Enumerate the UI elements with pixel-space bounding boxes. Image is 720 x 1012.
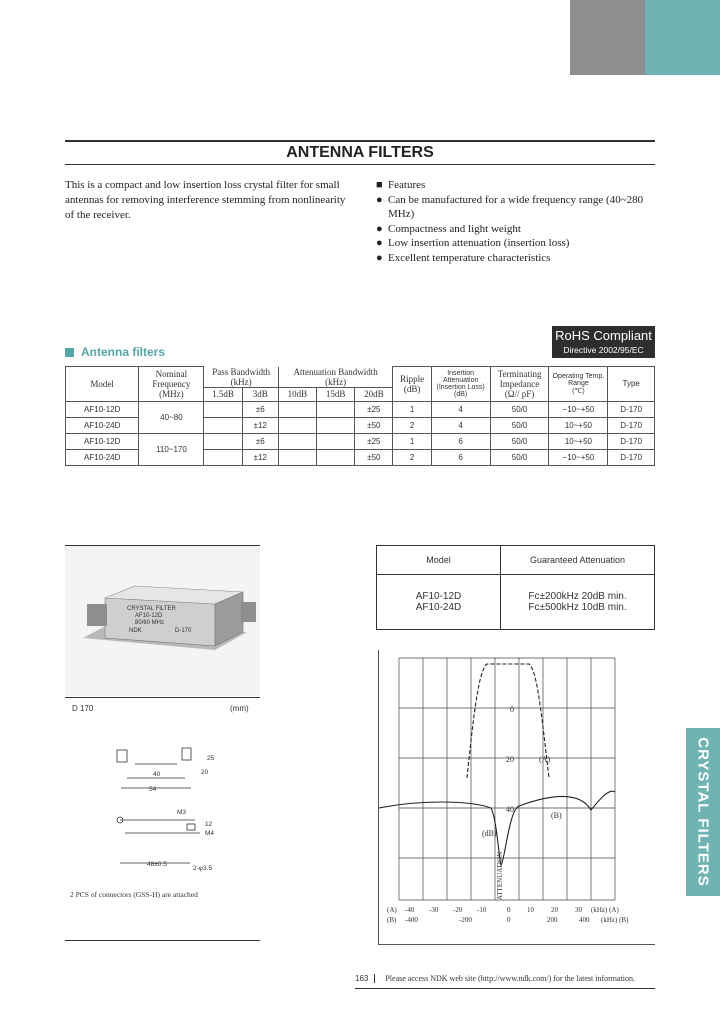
connector-left	[87, 604, 107, 626]
x-tick-b: 0	[507, 916, 511, 924]
table-row: AF10-12D 40~80 ±6 ±25 1 4 50/0 −10~+50 D-170	[66, 401, 655, 417]
dim-text: M3	[177, 809, 187, 816]
th-atten-20db: 20dB	[355, 387, 393, 401]
page-title: ANTENNA FILTERS	[286, 144, 434, 161]
feature-item: ● Can be manufactured for a wide frequency range (40~280 MHz)	[376, 193, 644, 220]
connector-right	[241, 602, 256, 622]
drawing-connector-left	[117, 750, 127, 762]
rohs-directive: Directive 2002/95/EC	[563, 345, 644, 355]
curve-label-a: (A)	[539, 755, 551, 764]
x-tick-b: 400	[579, 916, 590, 924]
dim-text: 54	[149, 786, 157, 793]
rohs-badge	[552, 326, 655, 358]
photo-label-line: CRYSTAL FILTER	[127, 606, 176, 612]
th-ripple: Ripple (dB)	[393, 367, 431, 402]
th-pass-3db: 3dB	[242, 387, 278, 401]
x-tick-b: 200	[547, 916, 558, 924]
attenuation-graph	[378, 650, 655, 945]
rohs-title: RoHS Compliant	[555, 328, 652, 343]
footer	[355, 974, 655, 983]
dim-text: 20	[201, 769, 209, 776]
th-nominal: Nominal Frequency (MHz)	[139, 367, 204, 402]
table-row: AF10-12D 110~170 ±6 ±25 1 6 50/0 10~+50 D-170	[66, 433, 655, 449]
drawing-note: 2 PCS of connectors (GSS-H) are attached	[70, 890, 198, 899]
th-insertion: Insertion Attenuation (Insertion Loss) (dB)	[431, 367, 490, 402]
y-tick: 0	[510, 705, 514, 714]
product-photo	[65, 545, 260, 696]
drawing-svg	[65, 698, 260, 940]
spec-table	[65, 366, 655, 466]
graph-svg	[379, 650, 655, 944]
dim-text: 2-φ3.5	[193, 865, 213, 872]
y-tick: 40	[506, 805, 514, 814]
dim-text: 40	[153, 771, 161, 778]
th-model: Model	[66, 367, 139, 402]
th-pass: Pass Bandwidth (kHz)	[204, 367, 278, 388]
side-tab	[686, 728, 720, 896]
page-number: 163	[355, 974, 375, 983]
x-tick-b: -200	[459, 916, 472, 924]
footer-rule	[355, 988, 655, 989]
intro-paragraph: This is a compact and low insertion loss crystal filter for small antennas for removing interference stemming from nonlinearity of the receiver.	[65, 179, 346, 221]
curve-label-b: (B)	[551, 811, 562, 820]
th-terminating: Terminating Impedance (Ω// pF)	[490, 367, 549, 402]
th-guaranteed: Guaranteed Attenuation	[501, 546, 655, 575]
y-unit: (dB)	[482, 829, 497, 838]
header-teal-block	[645, 0, 720, 75]
x-tick-a: 10	[527, 906, 534, 914]
th-type: Type	[608, 367, 655, 402]
section-square-icon	[65, 348, 74, 357]
x-unit-b: (kHz) (B)	[601, 916, 629, 924]
x-unit-a: (kHz) (A)	[591, 906, 619, 914]
th-model: Model	[377, 546, 501, 575]
table-row: AF10-24D ±12 ±50 2 6 50/0 −10~+50 D-170	[66, 449, 655, 465]
photo-label-line: 80/60 MHz	[135, 620, 165, 626]
drawing-mount	[187, 824, 195, 830]
guaranteed-table	[376, 545, 655, 630]
feature-item: ● Compactness and light weight	[376, 222, 521, 235]
y-axis-label: ATTENUATION	[496, 851, 504, 900]
table-row: AF10-24D ±12 ±50 2 4 50/0 10~+50 D-170	[66, 417, 655, 433]
dim-text: 12	[205, 821, 213, 828]
th-atten-10db: 10dB	[278, 387, 316, 401]
feature-item: ● Excellent temperature characteristics	[376, 251, 551, 264]
photo-label-line: D-170	[175, 628, 192, 634]
drawing-connector-right	[182, 748, 191, 760]
x-tick-a: -20	[453, 906, 463, 914]
side-tab-label: CRYSTAL FILTERS	[694, 737, 712, 887]
drawing-label: D 170	[72, 704, 94, 713]
table-row: AF10-12D AF10-24D Fc±200kHz 20dB min. Fc±500kHz 10dB min.	[377, 575, 655, 630]
footer-note: Please access NDK web site (http://www.ndk.com/) for the latest information.	[385, 974, 635, 983]
x-tick-a: 30	[575, 906, 582, 914]
x-tick-a: -40	[405, 906, 415, 914]
drawing-unit: (mm)	[230, 704, 249, 713]
x-tick-b: -400	[405, 916, 418, 924]
dimension-drawing	[65, 697, 260, 941]
x-axis-a-label: (A)	[387, 906, 397, 914]
x-tick-a: 0	[507, 906, 511, 914]
th-pass-1-5db: 1.5dB	[204, 387, 242, 401]
group-frequency: 110~170	[139, 433, 204, 465]
features-heading: ■ Features	[376, 179, 426, 191]
x-tick-a: -10	[477, 906, 487, 914]
x-tick-a: -30	[429, 906, 439, 914]
x-tick-a: 20	[551, 906, 558, 914]
th-atten: Attenuation Bandwidth (kHz)	[278, 367, 393, 388]
title-rule-top	[65, 140, 655, 142]
dim-text: M4	[205, 830, 215, 837]
dim-text: 25	[207, 755, 215, 762]
section-title: Antenna filters	[65, 345, 165, 359]
photo-label-line: NDK	[129, 628, 142, 634]
title-rule-bottom	[65, 164, 655, 165]
group-frequency: 40~80	[139, 401, 204, 433]
th-atten-15db: 15dB	[317, 387, 355, 401]
dim-text: 48±0.5	[147, 861, 167, 868]
features-list	[376, 178, 656, 265]
y-tick: 20	[506, 755, 514, 764]
x-axis-b-label: (B)	[387, 916, 397, 924]
th-operating: Operating Temp. Range (℃)	[549, 367, 608, 402]
photo-label-line: AF10-12D	[135, 613, 163, 619]
filter-illustration	[65, 546, 260, 696]
graph-grid	[399, 658, 615, 900]
feature-item: ● Low insertion attenuation (insertion loss)	[376, 237, 570, 249]
header-gray-block	[570, 0, 645, 75]
